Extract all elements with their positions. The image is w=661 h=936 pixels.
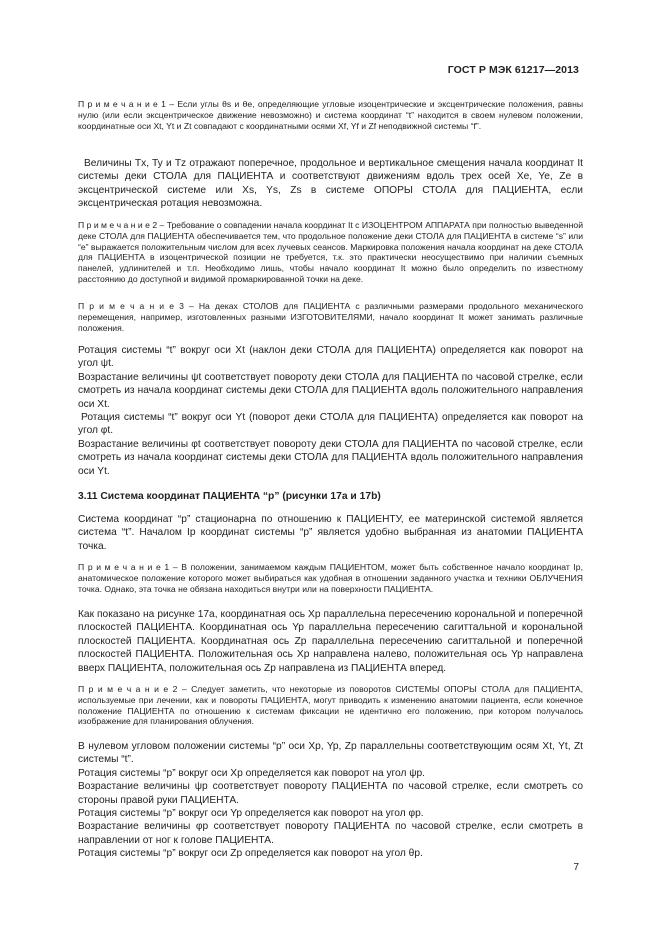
paragraph-text: Как показано на рисунке 17а, координатная ось Xp параллельна пересечению корональной и поперечной плоскостей ПАЦИЕНТА. Координатная ось Yp параллельна пересечению сагиттальной и корональной плоскостей ПАЦИЕНТА. Координатная ось Zp параллельна пересечению сагиттальной и поперечной плоскостей ПАЦИЕНТА. Положительная ось Xp направлена налево, положительная ось Yp направлена вверх ПАЦИЕНТА, положительная ось Zp направлена из ПАЦИЕНТА вперед. — [78, 609, 583, 674]
paragraph-text: Возрастание величины φp соответствует повороту ПАЦИЕНТА по часовой стрелке, если смотреть в направлении от ног к голове ПАЦИЕНТА. — [78, 821, 583, 846]
note-text: Следует заметить, что некоторые из поворотов СИСТЕМЫ ОПОРЫ СТОЛА для ПАЦИЕНТА, используемые при лечении, как и повороты ПАЦИЕНТА, могут приводить к изменению анатомии пациента, если конечное положение ПАЦИЕНТА по отношению к системам фиксации не идентично его положению, при котором получалось изображение для планирования облучения. — [78, 684, 583, 727]
note-label: П р и м е ч а н и е 2 – — [78, 220, 165, 230]
note-1b — [78, 562, 583, 594]
note-text: В положении, занимаемом каждым ПАЦИЕНТОМ, может быть собственное начало координат Ip, анатомическое положение которого может выбираться как удобная в отношении заданного участка и техники ОБЛУЧЕНИЯ точка. Однако, эта точка не обязана находиться внутри или на поверхности ПАЦИЕНТА. — [78, 562, 583, 594]
page-number: 7 — [573, 862, 579, 873]
section-heading: 3.11 Система координат ПАЦИЕНТА “p” (рисунки 17a и 17b) — [78, 491, 381, 502]
paragraph — [78, 608, 583, 675]
paragraph-text: Ротация системы “p” вокруг оси Yp определяется как поворот на угол φp. — [78, 808, 424, 820]
paragraph-text: Система координат “p” стационарна по отношению к ПАЦИЕНТУ, ее материнской системой является система “t”. Началом Ip координат системы “p” является удобно выбранная из анатомии ПАЦИЕНТА точка. — [78, 514, 583, 552]
paragraph-text: Ротация системы “t” вокруг оси Xt (наклон деки СТОЛА для ПАЦИЕНТА) определяется как поворот на угол ψt. — [78, 345, 583, 370]
paragraph-group — [78, 344, 583, 478]
paragraph-group — [78, 740, 583, 861]
note-1a — [78, 99, 583, 131]
document-header: ГОСТ Р МЭК 61217—2013 — [447, 64, 579, 76]
note-text: Требование о совпадении начала координат It с ИЗОЦЕНТРОМ АППАРАТА при полностью выведенной деке СТОЛА для ПАЦИЕНТА обеспечивается тем, что продольное положение деки СТОЛА для ПАЦИЕНТА в системе “s” или “e” выражается положительным числом для всех лучевых сеансов. Маркировка положения начала координат на деке СТОЛА для ПАЦИЕНТА в изоцентрической позиции не требуется, т.к. это практически неосуществимо при наличии съемных панелей, удлинителей и т.п. Необходимо лишь, чтобы начало координат It можно было определить по известному расстоянию до доступной и видимой промаркированной точки на деке. — [78, 220, 583, 284]
note-text: На деках СТОЛОВ для ПАЦИЕНТА с различными размерами продольного механического перемещения, например, изготовленных разными ИЗГОТОВИТЕЛЯМИ, начало координат It может занимать различные положения. — [78, 301, 583, 333]
note-label: П р и м е ч а н и е 2 – — [78, 684, 187, 694]
note-label: П р и м е ч а н и е 1 – — [78, 99, 175, 109]
paragraph-text: В нулевом угловом положении системы “p” оси Xp, Yp, Zp параллельны соответствующим осям Xt, Yt, Zt системы “t”. — [78, 741, 583, 766]
note-2b — [78, 684, 583, 727]
paragraph-text: Возрастание величины ψt соответствует повороту деки СТОЛА для ПАЦИЕНТА по часовой стрелке, если смотреть из начала координат системы деки СТОЛА для ПАЦИЕНТА вдоль положительного направления оси Xt. — [78, 371, 583, 410]
note-2a — [78, 220, 583, 285]
paragraph-text: Ротация системы “p” вокруг оси Xp определяется как поворот на угол ψp. — [78, 767, 426, 779]
note-label: П р и м е ч а н и е 3 – — [78, 301, 194, 311]
paragraph-text: Величины Tx, Ty и Tz отражают поперечное, продольное и вертикальное смещения начала координат It системы деки СТОЛА для ПАЦИЕНТА и соответствуют движениям вдоль трех осей Xe, Ye, Ze в эксцентрической системе или Xs, Ys, Zs в системе ОПОРЫ СТОЛА для ПАЦИЕНТА, если эксцентрическая ротация невозможна. — [78, 158, 583, 210]
paragraph-text: Возрастание величины φt соответствует повороту деки СТОЛА для ПАЦИЕНТА по часовой стрелке, если смотреть из начала координат системы деки СТОЛА для ПАЦИЕНТА вдоль положительного направления оси Yt. — [78, 438, 583, 477]
paragraph — [78, 513, 583, 553]
paragraph-text: Ротация системы “p” вокруг оси Zp определяется как поворот на угол θp. — [78, 848, 423, 860]
paragraph — [78, 157, 583, 211]
note-3a — [78, 301, 583, 333]
note-label: П р и м е ч а н и е 1 – — [78, 562, 178, 572]
paragraph-text: Ротация системы “t” вокруг оси Yt (поворот деки СТОЛА для ПАЦИЕНТА) определяется как поворот на угол φt. — [78, 412, 583, 437]
paragraph-text: Возрастание величины ψp соответствует повороту ПАЦИЕНТА по часовой стрелке, если смотреть со стороны правой руки ПАЦИЕНТА. — [78, 781, 583, 806]
note-text: Если углы θs и θe, определяющие угловые изоцентрические и эксцентрические положения, равны нулю (или если эксцентрическое движение невозможно) и система координат “t” находится в своем нулевом положении, координатные оси Xt, Yt и Zt совпадают с координатными осями Xf, Yf и Zf неподвижной системы “f”. — [78, 99, 583, 131]
